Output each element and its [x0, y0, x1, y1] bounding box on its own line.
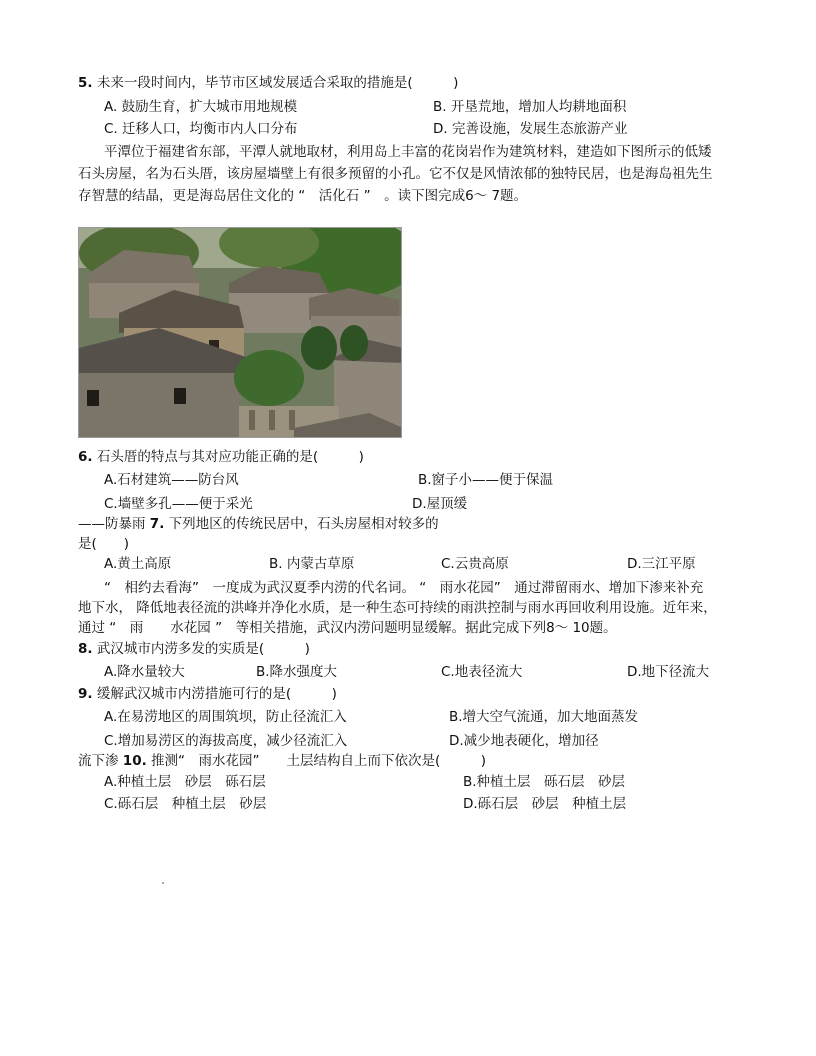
question-number: 7.: [149, 516, 165, 532]
q9-option-d-continued: 流下渗: [78, 753, 119, 769]
q6-option-a: A.石材建筑——防台风: [104, 472, 239, 488]
q6-option-b: B.窗子小——便于保温: [418, 472, 554, 488]
q9-option-a: A.在易涝地区的周围筑坝，防止径流汇入: [104, 709, 347, 725]
q5-option-c: C. 迁移人口，均衡市内人口分布: [104, 121, 298, 137]
passage1-line1: 平潭位于福建省东部，平潭人就地取材，利用岛上丰富的花岗岩作为建筑材料，建造如下图所示的低矮: [104, 144, 712, 160]
question-number: 8.: [78, 641, 93, 657]
q5-option-d: D. 完善设施，发展生态旅游产业: [433, 121, 628, 137]
q5-option-a: A. 鼓励生育，扩大城市用地规模: [104, 99, 298, 115]
q9-option-b: B.增大空气流通，加大地面蒸发: [449, 709, 639, 725]
question-5-stem: [78, 73, 458, 93]
passage1-line2: 石头房屋，名为石头厝，该房屋墙壁上有很多预留的小孔。它不仅是风情浓郁的独特民居，也是海岛祖先生: [78, 166, 713, 182]
passage2-line3: 通过 “ 雨 水花园 ” 等相关措施，武汉内涝问题明显缓解。据此完成下列8～ 10题。: [78, 620, 617, 636]
q8-option-b: B.降水强度大: [256, 664, 338, 680]
q10-option-a: A.种植土层 砂层 砾石层: [104, 774, 266, 790]
q5-option-b: B. 开垦荒地，增加人均耕地面积: [433, 99, 627, 115]
q9-option-c: C.增加易涝区的海拔高度，减少径流汇入: [104, 733, 348, 749]
question-text: 下列地区的传统民居中，石头房屋相对较多的: [168, 516, 439, 532]
question-text: 未来一段时间内，毕节市区域发展适合采取的措施是( ): [96, 75, 459, 91]
question-number: 9.: [78, 686, 93, 702]
stone-houses-illustration: [79, 228, 402, 438]
question-7-stem: [78, 514, 439, 534]
question-9-stem: [78, 684, 337, 704]
q7-option-c: C.云贵高原: [441, 556, 509, 572]
q10-option-c: C.砾石层 种植土层 砂层: [104, 796, 267, 812]
question-text: 武汉城市内涝多发的实质是( ): [96, 641, 310, 657]
q10-option-b: B.种植土层 砾石层 砂层: [463, 774, 626, 790]
q9-option-d: D.减少地表硬化，增加径: [449, 733, 599, 749]
q6-option-d-continued: ——防暴雨: [78, 516, 146, 532]
question-number: 6.: [78, 449, 93, 465]
stray-mark: [162, 882, 164, 884]
question-8-stem: [78, 639, 310, 659]
q8-option-a: A.降水量较大: [104, 664, 185, 680]
q7-option-a: A.黄土高原: [104, 556, 172, 572]
question-text: 石头厝的特点与其对应功能正确的是( ): [96, 449, 364, 465]
passage1-line3: 存智慧的结晶，更是海岛居住文化的 “ 活化石 ” 。读下图完成6～ 7题。: [78, 188, 528, 204]
question-7-stem-cont: 是( ): [78, 536, 130, 552]
q6-option-c: C.墙壁多孔——便于采光: [104, 496, 253, 512]
question-6-stem: [78, 447, 364, 467]
q8-option-c: C.地表径流大: [441, 664, 523, 680]
question-text: 缓解武汉城市内涝措施可行的是( ): [96, 686, 337, 702]
question-text: 推测“ 雨水花园” 土层结构自上而下依次是( ): [151, 753, 487, 769]
passage2-line2: 地下水， 降低地表径流的洪峰并净化水质，是一种生态可持续的雨洪控制与雨水再回收利用设施。近年来，: [78, 600, 717, 616]
q10-option-d: D.砾石层 砂层 种植土层: [463, 796, 627, 812]
q7-option-b: B. 内蒙古草原: [269, 556, 355, 572]
passage2-line1: “ 相约去看海” 一度成为武汉夏季内涝的代名词。 “ 雨水花园” 通过滞留雨水、增加下渗来补充: [104, 580, 704, 596]
question-10-stem: [78, 751, 486, 771]
q6-option-d: D.屋顶缓: [412, 496, 468, 512]
question-number: 10.: [122, 753, 147, 769]
q8-option-d: D.地下径流大: [627, 664, 710, 680]
question-number: 5.: [78, 75, 93, 91]
q7-option-d: D.三江平原: [627, 556, 696, 572]
stone-houses-photo: [78, 227, 402, 438]
